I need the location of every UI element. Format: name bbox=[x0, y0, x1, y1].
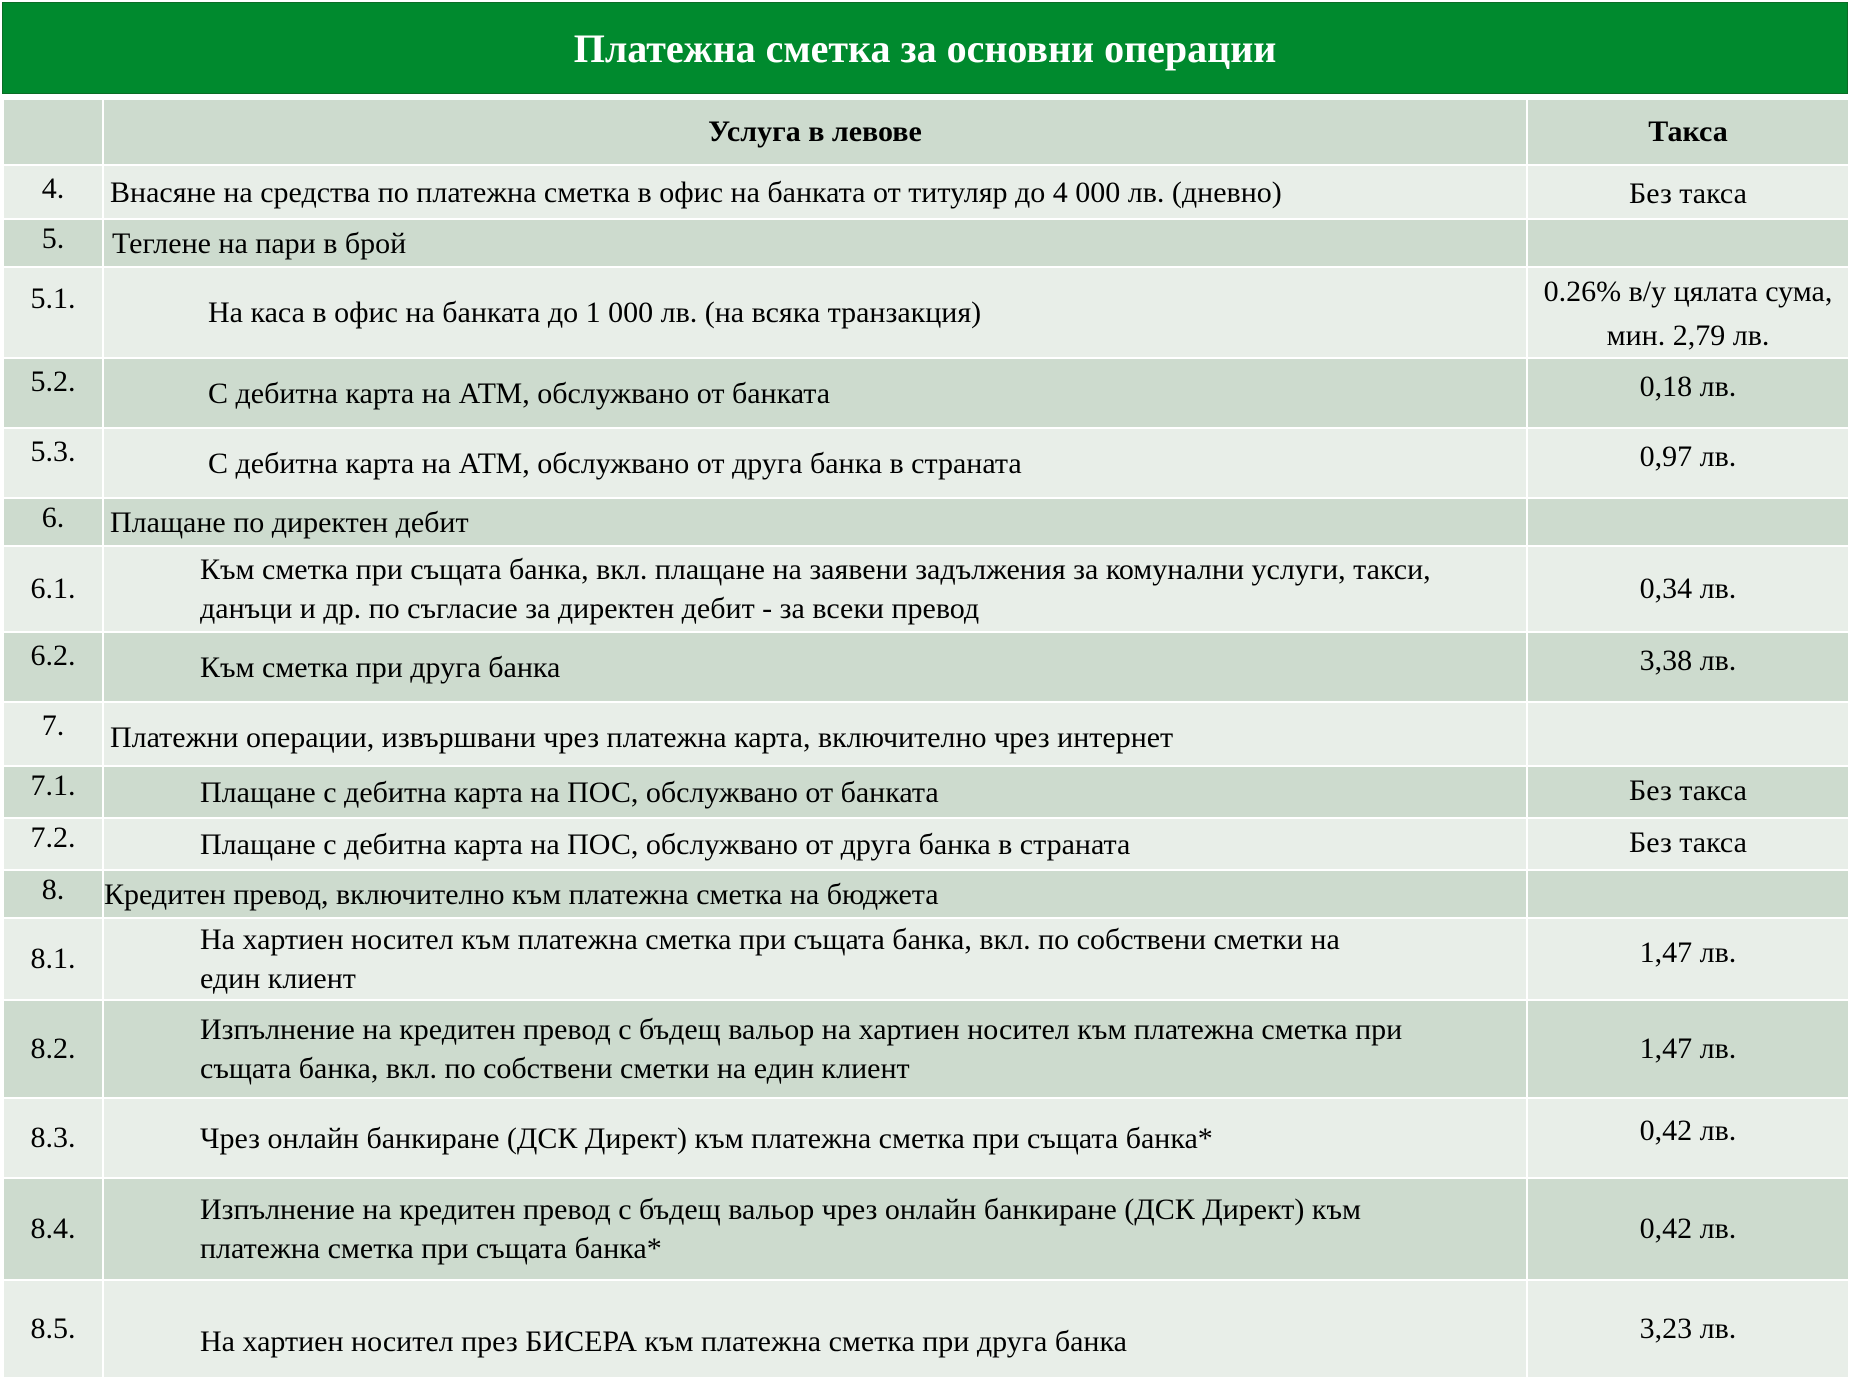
page-title: Платежна сметка за основни операции bbox=[2, 2, 1848, 94]
fee-table bbox=[2, 98, 1850, 1379]
table-header-row bbox=[3, 99, 1849, 165]
row-service: Теглене на пари в брой bbox=[103, 219, 1527, 267]
row-fee bbox=[1527, 702, 1849, 766]
row-number: 8. bbox=[3, 870, 103, 918]
row-number: 8.1. bbox=[3, 918, 103, 1000]
table-row bbox=[3, 546, 1849, 632]
row-service: Плащане с дебитна карта на ПОС, обслужвано от банката bbox=[103, 766, 1527, 818]
table-row bbox=[3, 1178, 1849, 1280]
row-fee bbox=[1527, 498, 1849, 546]
header-fee: Такса bbox=[1527, 99, 1849, 165]
row-number: 6.1. bbox=[3, 546, 103, 632]
table-row bbox=[3, 358, 1849, 428]
header-service: Услуга в левове bbox=[103, 99, 1527, 165]
row-service: На хартиен носител към платежна сметка при същата банка, вкл. по собствени сметки на един клиент bbox=[103, 918, 1527, 1000]
table-row bbox=[3, 428, 1849, 498]
row-fee: 0,97 лв. bbox=[1527, 428, 1849, 498]
row-number: 4. bbox=[3, 165, 103, 219]
row-service: Кредитен превод, включително към платежна сметка на бюджета bbox=[103, 870, 1527, 918]
row-fee: 0.26% в/у цялата сума, мин. 2,79 лв. bbox=[1527, 267, 1849, 358]
header-number bbox=[3, 99, 103, 165]
row-service: Платежни операции, извършвани чрез платежна карта, включително чрез интернет bbox=[103, 702, 1527, 766]
row-service: На каса в офис на банката до 1 000 лв. (на всяка транзакция) bbox=[103, 267, 1527, 358]
row-fee: Без такса bbox=[1527, 766, 1849, 818]
table-row bbox=[3, 1098, 1849, 1178]
row-service: Плащане по директен дебит bbox=[103, 498, 1527, 546]
table-row bbox=[3, 818, 1849, 870]
row-number: 6.2. bbox=[3, 632, 103, 702]
row-fee: 0,18 лв. bbox=[1527, 358, 1849, 428]
row-service: Към сметка при друга банка bbox=[103, 632, 1527, 702]
row-number: 8.5. bbox=[3, 1280, 103, 1378]
row-service: С дебитна карта на АТМ, обслужвано от банката bbox=[103, 358, 1527, 428]
row-service: Изпълнение на кредитен превод с бъдещ вальор на хартиен носител към платежна сметка при същата банка, вкл. по собствени сметки на един клиент bbox=[103, 1000, 1527, 1098]
row-fee: 1,47 лв. bbox=[1527, 1000, 1849, 1098]
row-fee bbox=[1527, 219, 1849, 267]
row-number: 5. bbox=[3, 219, 103, 267]
row-fee: 3,38 лв. bbox=[1527, 632, 1849, 702]
row-fee bbox=[1527, 870, 1849, 918]
table-row bbox=[3, 165, 1849, 219]
table-row bbox=[3, 267, 1849, 358]
row-service: С дебитна карта на АТМ, обслужвано от друга банка в страната bbox=[103, 428, 1527, 498]
row-number: 5.2. bbox=[3, 358, 103, 428]
row-number: 8.3. bbox=[3, 1098, 103, 1178]
row-fee: 3,23 лв. bbox=[1527, 1280, 1849, 1378]
fee-table-container bbox=[2, 2, 1848, 1379]
table-row bbox=[3, 870, 1849, 918]
row-service: Изпълнение на кредитен превод с бъдещ вальор чрез онлайн банкиране (ДСК Директ) към платежна сметка при същата банка* bbox=[103, 1178, 1527, 1280]
row-number: 7.2. bbox=[3, 818, 103, 870]
row-fee: Без такса bbox=[1527, 165, 1849, 219]
row-service: Плащане с дебитна карта на ПОС, обслужвано от друга банка в страната bbox=[103, 818, 1527, 870]
table-row bbox=[3, 632, 1849, 702]
row-fee: 1,47 лв. bbox=[1527, 918, 1849, 1000]
row-number: 8.4. bbox=[3, 1178, 103, 1280]
row-number: 7.1. bbox=[3, 766, 103, 818]
table-row bbox=[3, 1000, 1849, 1098]
row-fee: 0,42 лв. bbox=[1527, 1178, 1849, 1280]
table-row bbox=[3, 1280, 1849, 1378]
row-fee: 0,42 лв. bbox=[1527, 1098, 1849, 1178]
table-row bbox=[3, 498, 1849, 546]
row-number: 6. bbox=[3, 498, 103, 546]
table-row bbox=[3, 219, 1849, 267]
row-number: 5.3. bbox=[3, 428, 103, 498]
table-row bbox=[3, 766, 1849, 818]
table-row bbox=[3, 702, 1849, 766]
row-service: Към сметка при същата банка, вкл. плащане на заявени задължения за комунални услуги, такси, данъци и др. по съгласие за директен дебит - за всеки превод bbox=[103, 546, 1527, 632]
row-number: 5.1. bbox=[3, 267, 103, 358]
row-fee: 0,34 лв. bbox=[1527, 546, 1849, 632]
row-service: Чрез онлайн банкиране (ДСК Директ) към платежна сметка при същата банка* bbox=[103, 1098, 1527, 1178]
row-number: 7. bbox=[3, 702, 103, 766]
row-number: 8.2. bbox=[3, 1000, 103, 1098]
table-row bbox=[3, 918, 1849, 1000]
row-service: На хартиен носител през БИСЕРА към платежна сметка при друга банка bbox=[103, 1280, 1527, 1378]
row-fee: Без такса bbox=[1527, 818, 1849, 870]
row-service: Внасяне на средства по платежна сметка в офис на банката от титуляр до 4 000 лв. (дневно) bbox=[103, 165, 1527, 219]
